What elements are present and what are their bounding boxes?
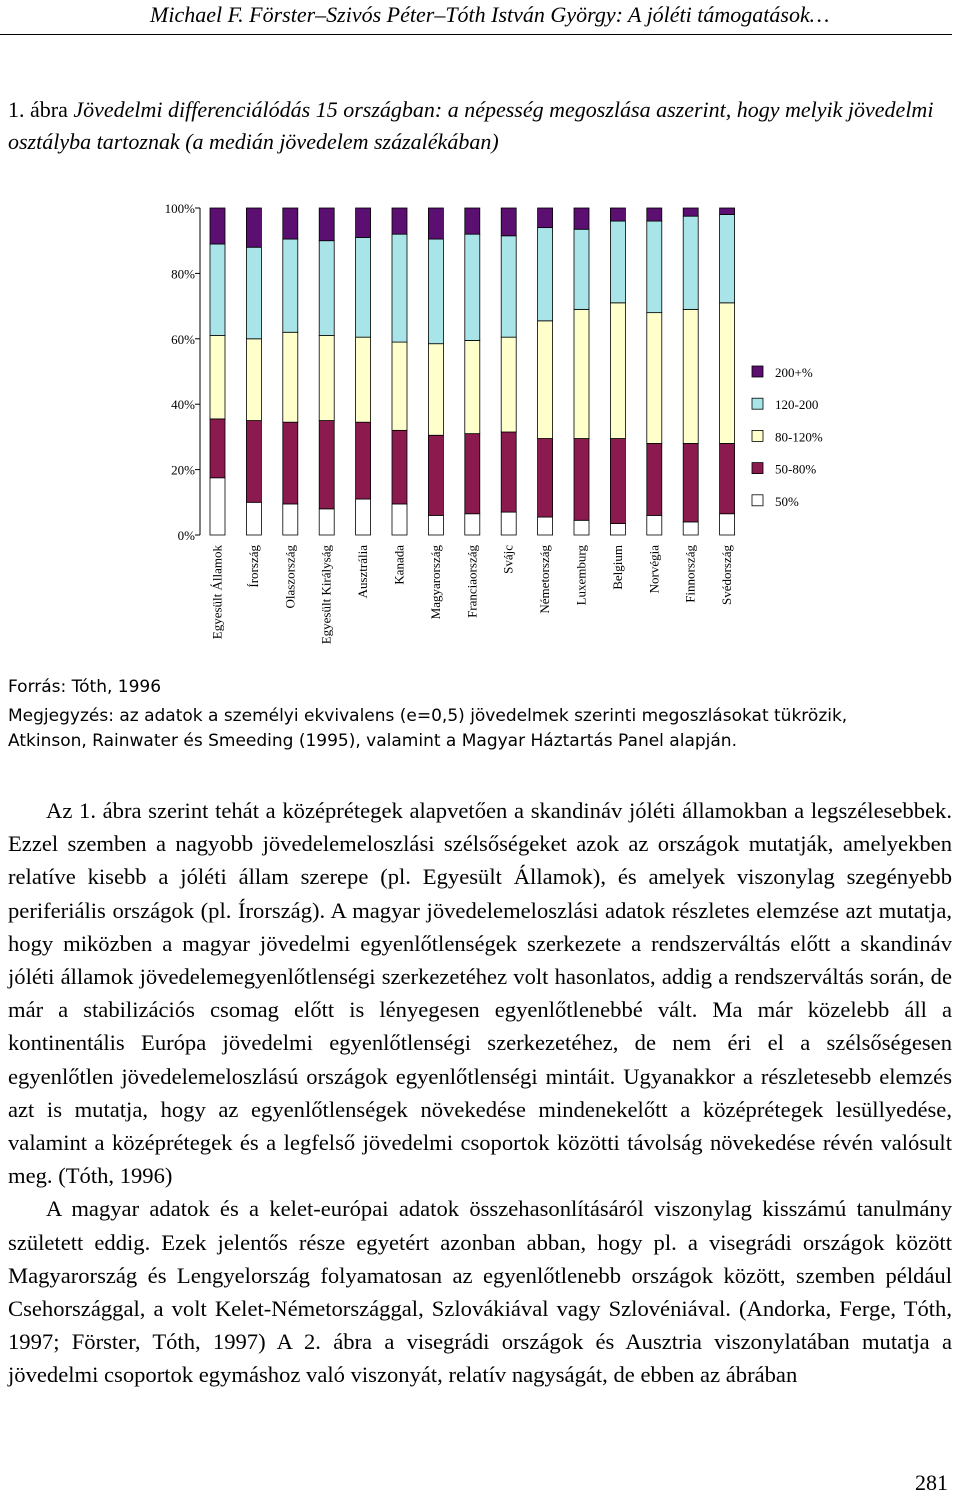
bar-segment (319, 336, 334, 421)
header-rule (0, 34, 952, 35)
bar-segment (283, 332, 298, 422)
paragraph-1: Az 1. ábra szerint tehát a középrétegek alapvetően a skandináv jóléti államokban a legszélesebbek. Ezzel szemben a nagyobb jövedelemeloszlási szélsőségeket azok az országok mutatják, amelyekben relatíve kisebb a jóléti állam szerepe (pl. Egyesült Államok), és amelyek viszonylag szegényebb periferiális országok (pl. Írország). A magyar jövedelemeloszlási adatok részletes elemzése azt mutatja, hogy miközben a magyar jövedelmi egyenlőtlenségek szerkezete a rendszerváltás előtt a skandináv jóléti államok jövedelemegyenlőtlenségi szerkezetéhez volt hasonlatos, addig a rendszerváltás során, de már a stabilizációs csomag előtt is lényegesen egyenlőtlenebbé vált. Ma már közelebb áll a kontinentális Európa jövedelmi egyenlőtlenségi szerkezetéhez, de nem éri el a szélsőségesen egyenlőtlen jövedelemeloszlású országok egyenlőtlenségi mintáit. Ugyanakkor a részletesebb elemzés azt is mutatja, hogy az egyenlőtlenségek növekedése mindenekelőtt a középrétegek lesüllyedése, valamint a középrétegek és a legfelső jövedelmi csoportok közötti távolság növekedése révén valósult meg. (Tóth, 1996) (8, 798, 952, 1189)
bar-segment (501, 512, 516, 535)
bar-segment (356, 208, 371, 237)
bar-segment (720, 208, 735, 215)
bar-segment (465, 234, 480, 340)
bar-segment (428, 344, 443, 436)
x-tick-label: Ausztrália (355, 545, 371, 599)
bar-segment (720, 215, 735, 303)
legend-swatch (752, 463, 763, 474)
bar-segment (246, 247, 261, 339)
y-tick-label: 60% (171, 331, 195, 347)
bar-segment (538, 228, 553, 321)
body-text (8, 794, 952, 1392)
bar-segment (428, 208, 443, 239)
bar-segment (647, 515, 662, 535)
bar-segment (428, 515, 443, 535)
bar-segment (647, 208, 662, 221)
legend-label: 120-200 (775, 397, 819, 413)
bar-segment (392, 430, 407, 504)
x-tick-label: Kanada (391, 545, 407, 585)
y-tick-label: 80% (171, 266, 195, 282)
bar-segment (647, 313, 662, 444)
bar-segment (574, 229, 589, 309)
bar-segment (356, 237, 371, 337)
bar-segment (210, 208, 225, 244)
bar-segment (574, 520, 589, 535)
bar-segment (683, 522, 698, 535)
x-tick-label: Németország (537, 545, 553, 614)
bar-segment (246, 339, 261, 421)
bar-segment (720, 514, 735, 535)
bar-segment (356, 422, 371, 499)
figure-number: 1. ábra (8, 97, 68, 122)
bar-segment (392, 504, 407, 535)
bar-segment (538, 439, 553, 517)
bar-segment (246, 208, 261, 247)
legend-swatch (752, 366, 763, 377)
bar-segment (283, 504, 298, 535)
bar-segment (610, 439, 625, 524)
bar-segment (574, 439, 589, 521)
x-tick-label: Franciaország (464, 545, 480, 618)
bar-segment (465, 340, 480, 433)
bar-segment (720, 443, 735, 513)
y-tick-label: 100% (164, 201, 195, 216)
bar-segment (501, 337, 516, 432)
y-tick-label: 0% (177, 528, 195, 543)
bar-segment (610, 208, 625, 221)
paragraph-2: A magyar adatok és a kelet-európai adatok összehasonlításáról viszonylag kisszámú tanulmány született eddig. Ezek jelentős része egyetért azonban abban, hogy pl. a visegrádi országok között Magyarország és Lengyelország folyamatosan az egyenlőtlenebb országok között, szemben például Csehországgal, a volt Kelet-Németországgal, Szlovákiával vagy Szlovéniával. (Andorka, Ferge, Tóth, 1997; Förster, Tóth, 1997) A 2. ábra a visegrádi országok és Ausztria viszonylatában mutatja a jövedelmi csoportok egymáshoz való viszonyát, relatív nagyságát, de ebben az ábrában (8, 1196, 952, 1388)
bar-segment (210, 478, 225, 535)
bar-segment (283, 422, 298, 504)
bar-segment (501, 236, 516, 337)
bar-segment (683, 309, 698, 443)
remark-line-2: Atkinson, Rainwater és Smeeding (1995), valamint a Magyar Háztartás Panel alapján. (8, 731, 737, 751)
bar-segment (356, 499, 371, 535)
bar-segment (428, 435, 443, 515)
x-tick-label: Magyarország (427, 545, 443, 620)
bar-segment (647, 443, 662, 515)
x-tick-label: Írország (245, 545, 261, 588)
legend-label: 80-120% (775, 429, 823, 445)
bar-segment (392, 234, 407, 342)
bar-segment (210, 336, 225, 419)
legend-swatch (752, 430, 763, 441)
bar-segment (356, 337, 371, 422)
bar-segment (720, 303, 735, 444)
x-tick-label: Finnország (682, 545, 698, 603)
legend-label: 50% (775, 493, 799, 509)
y-axis (165, 201, 200, 543)
bar-segment (319, 241, 334, 336)
bar-segment (428, 239, 443, 344)
x-tick-label: Olaszország (282, 545, 298, 609)
bar-segment (610, 303, 625, 439)
legend-label: 50-80% (775, 461, 817, 477)
bar-segment (465, 434, 480, 514)
bar-segment (465, 514, 480, 535)
bar-segment (319, 509, 334, 535)
bar-segment (683, 443, 698, 521)
bar-segment (501, 432, 516, 512)
figure-caption (8, 94, 948, 158)
bar-segment (647, 221, 662, 313)
x-tick-label: Svédország (719, 545, 735, 605)
x-tick-label: Svájc (500, 545, 516, 574)
y-tick-label: 20% (171, 462, 195, 478)
legend-swatch (752, 398, 763, 409)
bar-segment (246, 502, 261, 535)
remark-line-1: Megjegyzés: az adatok a személyi ekvivalens (e=0,5) jövedelmek szerinti megoszlásokat tükrözik, (8, 706, 848, 726)
bar-segment (465, 208, 480, 234)
bar-segment (574, 208, 589, 229)
legend-swatch (752, 495, 763, 506)
stacked-bar-chart (0, 195, 960, 665)
source-note: Forrás: Tóth, 1996 (8, 677, 162, 697)
bar-segment (392, 342, 407, 430)
x-tick-label: Belgium (609, 545, 625, 590)
bar-segment (283, 239, 298, 332)
bar-segment (246, 421, 261, 503)
bar-segment (538, 208, 553, 228)
bar-segment (538, 321, 553, 439)
bar-segment (210, 244, 225, 336)
bar-segment (610, 221, 625, 303)
page-number: 281 (915, 1470, 948, 1495)
y-tick-label: 40% (171, 397, 195, 413)
bar-segment (683, 216, 698, 309)
x-tick-label: Egyesült Királyság (318, 545, 334, 645)
x-axis-labels (210, 545, 735, 645)
bar-segment (210, 419, 225, 478)
bar-segment (501, 208, 516, 236)
x-tick-label: Egyesült Államok (209, 545, 225, 640)
x-tick-label: Norvégia (646, 545, 662, 594)
bar-segment (283, 208, 298, 239)
legend (752, 365, 823, 509)
bar-segment (319, 421, 334, 509)
bar-segment (538, 517, 553, 535)
bars (210, 208, 735, 535)
bar-segment (392, 208, 407, 234)
bar-segment (319, 208, 334, 241)
bar-segment (574, 309, 589, 438)
bar-segment (610, 524, 625, 535)
x-tick-label: Luxemburg (573, 545, 589, 606)
running-head: Michael F. Förster–Szivós Péter–Tóth István György: A jóléti támogatások… (150, 2, 830, 27)
legend-label: 200+% (775, 365, 813, 380)
figure-caption-text: Jövedelmi differenciálódás 15 országban: a népesség megoszlása aszerint, hogy melyik jövedelmi osztályba tartoznak (a medián jövedelem százalékában) (8, 97, 934, 154)
bar-segment (683, 208, 698, 216)
